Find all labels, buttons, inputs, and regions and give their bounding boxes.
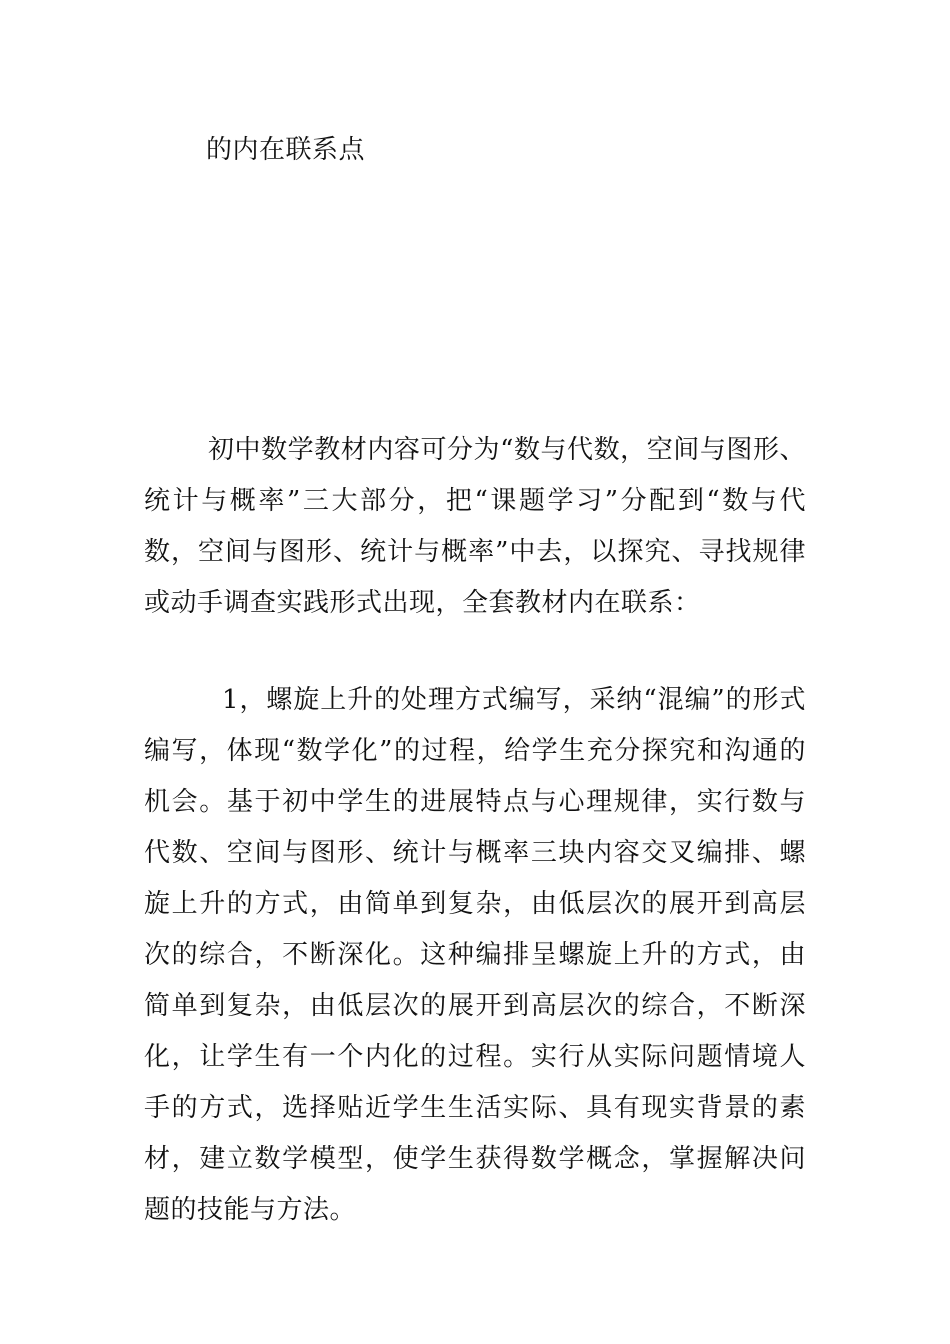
paragraph-textbook-structure: 初中数学教材内容可分为“数与代数，空间与图形、统计与概率”三大部分，把“课题学习”分配到“数与代数，空间与图形、统计与概率”中去，以探究、寻找规律或动手调查实践形式出现，全套教材内在联系： [144, 435, 806, 618]
paragraph-spiral-arrangement: 1，螺旋上升的处理方式编写，采纳“混编”的形式编写，体现“数学化”的过程，给学生充分探究和沟通的机会。基于初中学生的进展特点与心理规律，实行数与代数、空间与图形、统计与概率三块内容交叉编排、螺旋上升的方式，由简单到复杂，由低层次的展开到高层次的综合，不断深化。这种编排呈螺旋上升的方式，由简单到复杂，由低层次的展开到高层次的综合，不断深化，让学生有一个内化的过程。实行从实际问题情境人手的方式，选择贴近学生生活实际、具有现实背景的素材，建立数学模型，使学生获得数学概念，掌握解决问题的技能与方法。 [144, 685, 806, 1225]
heading-fragment: 的内在联系点 [206, 135, 366, 165]
